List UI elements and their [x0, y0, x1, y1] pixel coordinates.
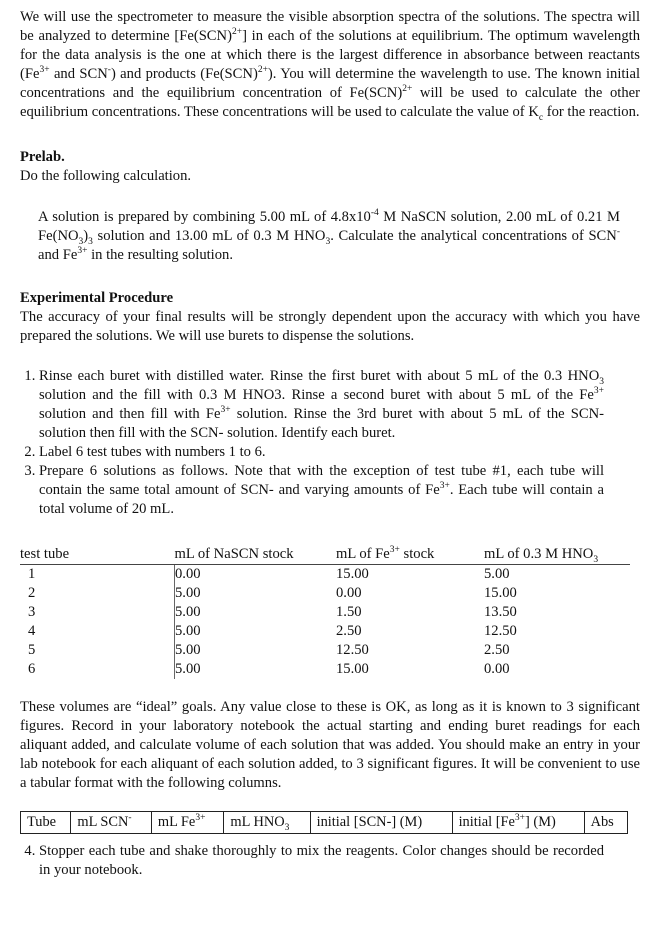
cell-fe: 15.00 — [336, 566, 369, 582]
table-row — [20, 660, 630, 679]
col-ml-hno3: mL $HNO_3$ — [224, 812, 310, 834]
procedure-list — [20, 367, 640, 519]
cell-tube: 4 — [20, 622, 175, 641]
experimental-intro: The accuracy of your final results will be strongly dependent upon the accuracy with which you have prepared the solutions. We will use burets to dispense the solutions. — [20, 309, 640, 344]
cell-tube: 3 — [20, 603, 175, 622]
procedure-step-1: 1. Rinse each buret with distilled water. Rinse the first buret with about 5 mL of the 0.3 $HNO_3$ solution and the fill with 0.3 M HNO3. Rinse a second buret with about 5 mL of the $Fe^{3+}$ solution and then fill with $Fe^{3+}$ solution. Rinse the 3rd buret with about 5 mL of the SCN- solution then fill with the SCN- solution. Identify each buret. — [39, 367, 604, 443]
volume-table-header — [20, 545, 630, 565]
document-page — [20, 8, 640, 880]
table-row — [20, 565, 630, 585]
cell-fe: 12.50 — [336, 642, 369, 658]
volume-table — [20, 545, 630, 679]
cell-hno3: 2.50 — [484, 642, 510, 658]
prelab-question: A solution is prepared by combining 5.00 mL of $4.8x10^{-4}$ M NaSCN solution, 2.00 mL of 0.21 M $Fe(NO_3)_3$ solution and 13.00 mL of 0.3 M $HNO_3$. Calculate the analytical concentrations of SCN- and $Fe^{3+}$ in the resulting solution. — [38, 208, 620, 263]
cell-hno3: 12.50 — [484, 623, 517, 639]
cell-fe: 2.50 — [336, 623, 362, 639]
table-row — [20, 584, 630, 603]
procedure-list-continued — [20, 842, 640, 880]
cell-fe: 1.50 — [336, 604, 362, 620]
cell-hno3: 13.50 — [484, 604, 517, 620]
col-initial-fe: initial $[Fe^{3+}]$ (M) — [452, 812, 584, 834]
after-table-paragraph: These volumes are “ideal” goals. Any value close to these is OK, as long as it is known to 3 significant figures. Record in your laboratory notebook the actual starting and ending buret readings for each aliquant added, and calculate volume of each solution that was added. You should make an entry in your lab notebook for each aliquant of each solution added, to 3 significant figures. It will be convenient to use a tabular format with the following columns. — [20, 699, 640, 791]
table-row — [20, 622, 630, 641]
header-test-tube: test tube — [20, 545, 175, 565]
cell-nascn: 5.00 — [175, 623, 201, 639]
cell-hno3: 5.00 — [484, 566, 510, 582]
cell-nascn: 0.00 — [175, 566, 201, 582]
header-hno3: mL of 0.3 M $HNO_3$ — [484, 545, 630, 565]
experimental-heading: Experimental Procedure — [20, 290, 174, 306]
cell-nascn: 5.00 — [175, 604, 201, 620]
cell-tube: 6 — [20, 660, 175, 679]
table-row — [20, 603, 630, 622]
col-abs: Abs — [584, 812, 627, 834]
cell-nascn: 5.00 — [175, 585, 201, 601]
header-nascn: mL of NaSCN stock — [175, 545, 337, 565]
table-row — [20, 641, 630, 660]
cell-tube: 2 — [20, 584, 175, 603]
cell-nascn: 5.00 — [175, 642, 201, 658]
col-ml-scn: mL SCN- — [71, 812, 152, 834]
procedure-step-2: 2. Label 6 test tubes with numbers 1 to 6. — [39, 443, 604, 462]
cell-nascn: 5.00 — [175, 661, 201, 677]
notebook-columns-row — [21, 812, 628, 834]
header-fe: mL of $Fe^{3+}$ stock — [336, 545, 484, 565]
cell-fe: 15.00 — [336, 661, 369, 677]
procedure-step-3: 3. Prepare 6 solutions as follows. Note that with the exception of test tube #1, each tube will contain the same total amount of SCN- and varying amounts of $Fe^{3+}$. Each tube will contain a total volume of 20 mL. — [39, 462, 604, 519]
cell-tube: 1 — [20, 565, 175, 585]
procedure-step-4: 4. Stopper each tube and shake thoroughly to mix the reagents. Color changes should be recorded in your notebook. — [39, 842, 604, 880]
intro-paragraph: We will use the spectrometer to measure the visible absorption spectra of the solutions. The spectra will be analyzed to determine [Fe(SCN)$^{2+}$] in each of the solutions at equilibrium. The optimum wavelength for the data analysis is the one at which there is the largest difference in absorbance between reactants ($Fe^{3+}$ and SCN-) and products (Fe(SCN)$^{2+}$). You will determine the wavelength to use. The known initial concentrations and the equilibrium concentration of Fe(SCN)$^{2+}$ will be used to calculate the other equilibrium concentrations. These concentrations will be used to calculate the value of $K_c$ for the reaction. — [20, 9, 641, 123]
prelab-heading: Prelab. — [20, 149, 65, 165]
cell-tube: 5 — [20, 641, 175, 660]
col-ml-fe: mL $Fe^{3+}$ — [151, 812, 224, 834]
notebook-columns-table — [20, 811, 628, 834]
col-tube: Tube — [21, 812, 71, 834]
col-initial-scn: initial [SCN-] (M) — [310, 812, 452, 834]
cell-hno3: 15.00 — [484, 585, 517, 601]
cell-fe: 0.00 — [336, 585, 362, 601]
prelab-instruction: Do the following calculation. — [20, 168, 192, 184]
cell-hno3: 0.00 — [484, 661, 510, 677]
